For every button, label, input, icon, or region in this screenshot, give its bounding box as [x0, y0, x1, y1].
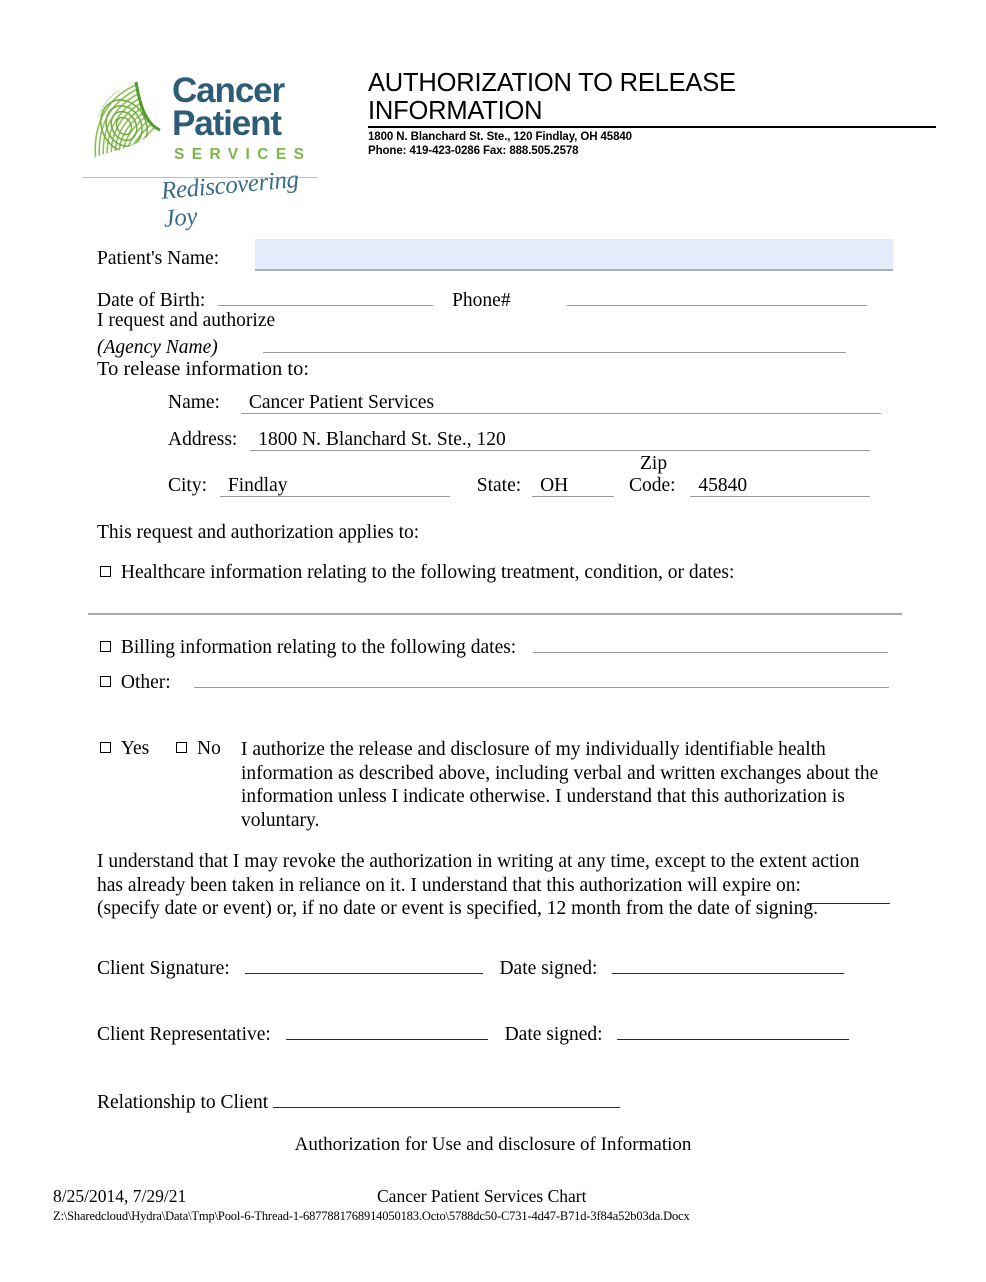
release-to-heading-text: To release information to:	[97, 358, 310, 380]
consent-yesno-row[interactable]	[100, 738, 221, 760]
document-title-line2: INFORMATION	[368, 96, 543, 125]
agency-name-row	[97, 333, 846, 359]
checkbox-other-icon[interactable]	[100, 676, 111, 687]
checkbox-other-label: Other:	[120, 672, 171, 693]
relationship-row	[97, 1088, 620, 1114]
revoke-paragraph-part2: (specify date or event) or, if no date or event is specified, 12 month from the date of signing.	[97, 898, 819, 919]
other-input[interactable]	[194, 668, 889, 688]
billing-dates-input[interactable]	[533, 633, 888, 653]
release-address-input[interactable]: 1800 N. Blanchard St. Ste., 120	[250, 429, 870, 451]
date-signed-input-2[interactable]	[617, 1020, 849, 1040]
phone-label: Phone#	[452, 290, 511, 311]
checkbox-billing-icon[interactable]	[100, 641, 111, 652]
client-representative-input[interactable]	[286, 1020, 488, 1040]
consent-paragraph: I authorize the release and disclosure of my individually identifiable health information as described above, including verbal and written exchanges about the information unless I indicate otherwise. I understand that this authorization is voluntary.	[241, 739, 879, 831]
client-signature-label: Client Signature:	[97, 958, 230, 979]
checkbox-no-icon[interactable]	[176, 742, 187, 753]
release-name-label: Name:	[168, 392, 220, 413]
billing-checkbox-row[interactable]	[100, 633, 888, 659]
footer-file-path: Z:\Sharedcloud\Hydra\Data\Tmp\Pool-6-Thread-1-6877881768914050183.Octo\5788dc50-C731-4d47-B71d-3f84a52b03da.Docx	[53, 1209, 690, 1223]
client-signature-input[interactable]	[245, 954, 483, 974]
logo-word-cancer: Cancer	[172, 71, 285, 110]
organization-logo	[88, 71, 328, 233]
release-state-label: State:	[476, 475, 522, 496]
patient-name-label: Patient's Name:	[97, 248, 220, 269]
zip-label-line1	[640, 453, 667, 475]
organization-address: 1800 N. Blanchard St. Ste., 120 Findlay, OH 45840	[368, 130, 632, 143]
zip-code-label: Code:	[628, 475, 676, 496]
logo-wordmark	[172, 71, 330, 164]
checkbox-yes-icon[interactable]	[100, 742, 111, 753]
organization-contact: Phone: 419-423-0286 Fax: 888.505.2578	[368, 145, 579, 157]
release-zip-input[interactable]: 45840	[690, 475, 870, 497]
checkbox-no-label: No	[197, 738, 221, 759]
date-of-birth-input[interactable]	[218, 286, 433, 306]
relationship-label: Relationship to Client	[97, 1092, 269, 1113]
footer-chart-title: Cancer Patient Services Chart	[377, 1186, 587, 1206]
release-address-row	[168, 429, 870, 451]
logo-word-patient: Patient	[172, 104, 281, 143]
other-checkbox-row[interactable]	[100, 668, 889, 694]
checkbox-healthcare-icon[interactable]	[100, 566, 111, 577]
date-signed-label-2: Date signed:	[504, 1024, 603, 1045]
title-divider	[368, 126, 936, 128]
checkbox-healthcare-label: Healthcare information relating to the following treatment, condition, or dates:	[120, 562, 735, 583]
checkbox-yes-label: Yes	[120, 738, 150, 759]
date-signed-label-1: Date signed:	[499, 958, 598, 979]
dob-phone-row	[97, 286, 867, 312]
relationship-input[interactable]	[273, 1088, 620, 1108]
agency-name-label: (Agency Name)	[97, 337, 218, 358]
applies-heading	[97, 522, 419, 544]
patient-name-input[interactable]	[255, 239, 893, 271]
release-to-heading	[97, 358, 309, 380]
patient-name-label-row	[97, 248, 219, 270]
leaf-fingerprint-icon	[88, 78, 176, 164]
client-signature-row	[97, 954, 844, 980]
client-representative-label: Client Representative:	[97, 1024, 271, 1045]
request-authorize-text: I request and authorize	[97, 310, 276, 331]
release-name-input[interactable]: Cancer Patient Services	[241, 392, 881, 414]
date-signed-input-1[interactable]	[612, 954, 844, 974]
zip-label-top-text: Zip	[640, 453, 668, 474]
request-authorize-label	[97, 310, 275, 332]
healthcare-write-in-line[interactable]	[88, 613, 902, 615]
release-state-input[interactable]: OH	[532, 475, 614, 497]
revoke-paragraph-part1: I understand that I may revoke the authorization in writing at any time, except to the extent action has already been taken in reliance on it. I understand that this authorization will expire on:	[97, 851, 860, 896]
document-title-line1: AUTHORIZATION TO RELEASE	[368, 69, 736, 97]
release-city-row	[168, 475, 870, 497]
release-name-row	[168, 392, 881, 414]
agency-name-input[interactable]	[263, 333, 846, 353]
footer-caption: Authorization for Use and disclosure of Information	[294, 1134, 692, 1155]
date-of-birth-label: Date of Birth:	[97, 290, 206, 311]
logo-word-services: SERVICES	[174, 146, 312, 163]
document-header	[0, 0, 986, 233]
checkbox-billing-label: Billing information relating to the following dates:	[120, 637, 517, 658]
healthcare-checkbox-row[interactable]	[100, 562, 734, 584]
release-city-label: City:	[168, 475, 208, 496]
applies-heading-text: This request and authorization applies to:	[97, 522, 420, 543]
document-title-block	[368, 70, 938, 159]
phone-input[interactable]	[567, 286, 867, 306]
client-representative-row	[97, 1020, 849, 1046]
footer-dates: 8/25/2014, 7/29/21	[53, 1186, 187, 1206]
logo-tagline: Rediscovering Joy	[160, 165, 300, 233]
release-address-label: Address:	[168, 429, 238, 450]
release-city-input[interactable]: Findlay	[220, 475, 450, 497]
